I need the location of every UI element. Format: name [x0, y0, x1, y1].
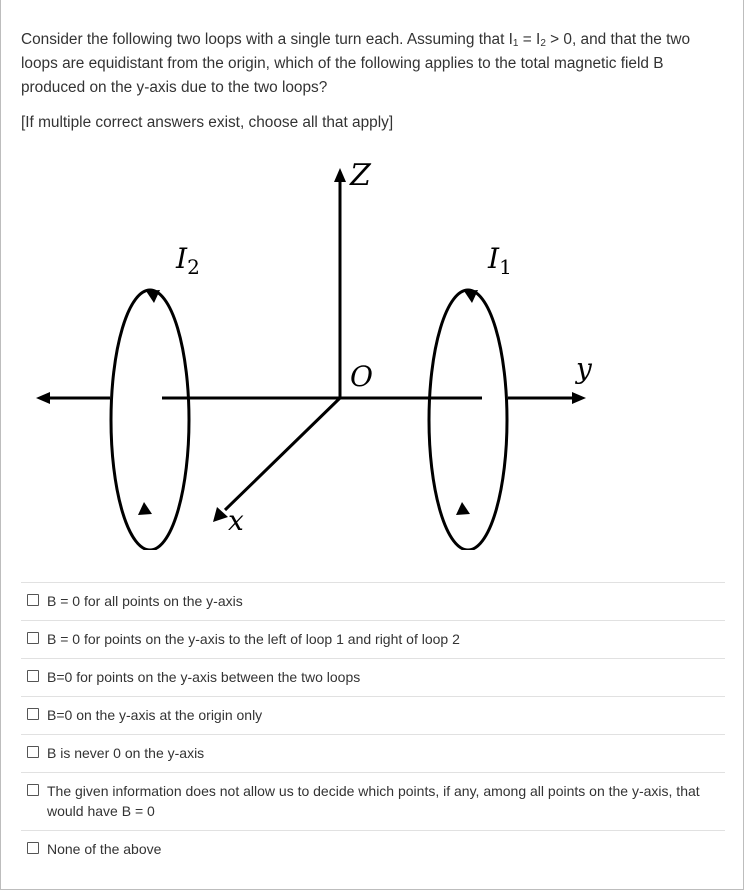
option-2[interactable]: [21, 620, 725, 658]
checkbox[interactable]: [27, 708, 39, 720]
loop-1-bottom-arrow: [456, 502, 470, 515]
y-axis-label: y: [576, 352, 592, 385]
loop-2-current-label: $I_2$: [176, 242, 200, 279]
question-instruction: [If multiple correct answers exist, choose all that apply]: [21, 114, 394, 131]
option-label: B=0 for points on the y-axis between the two loops: [47, 669, 361, 685]
option-label: None of the above: [47, 841, 162, 857]
loop-1-top-arrow: [464, 290, 478, 303]
loops-diagram: [20, 150, 640, 550]
question-stem: Consider the following two loops with a single turn each. Assuming that $I_1 = I_2 > 0$, and that the two loops are equidistant from the origin, which of the following applies to the total magnetic field B produced on the y-axis due to the two loops?: [21, 31, 691, 96]
z-axis-arrow: [334, 168, 346, 182]
option-1[interactable]: [21, 582, 725, 620]
checkbox[interactable]: [27, 632, 39, 644]
option-label: B is never 0 on the y-axis: [47, 745, 205, 761]
y-axis-left-arrow: [36, 392, 50, 404]
option-label: B=0 on the y-axis at the origin only: [47, 707, 263, 723]
loop-1-current-label: $I_1$: [488, 242, 512, 279]
option-5[interactable]: [21, 734, 725, 772]
loop-2-bottom-arrow: [138, 502, 152, 515]
checkbox[interactable]: [27, 842, 39, 854]
option-6[interactable]: [21, 772, 725, 830]
checkbox[interactable]: [27, 670, 39, 682]
checkbox[interactable]: [27, 594, 39, 606]
y-axis-right-arrow: [572, 392, 586, 404]
loop-2-top-arrow: [146, 290, 160, 303]
x-axis-label: x: [228, 504, 244, 537]
option-label: B = 0 for all points on the y-axis: [47, 593, 243, 609]
x-axis: [225, 398, 340, 510]
option-label: B = 0 for points on the y-axis to the left of loop 1 and right of loop 2: [47, 631, 460, 647]
answer-options: [21, 582, 725, 868]
question-text: [21, 28, 726, 135]
option-3[interactable]: [21, 658, 725, 696]
option-7[interactable]: [21, 830, 725, 868]
checkbox[interactable]: [27, 784, 39, 796]
option-4[interactable]: [21, 696, 725, 734]
option-label: The given information does not allow us to decide which points, if any, among all points on the y-axis, that would have B = 0: [47, 783, 700, 819]
checkbox[interactable]: [27, 746, 39, 758]
z-axis-label: Z: [350, 158, 371, 193]
origin-label: O: [350, 360, 373, 393]
